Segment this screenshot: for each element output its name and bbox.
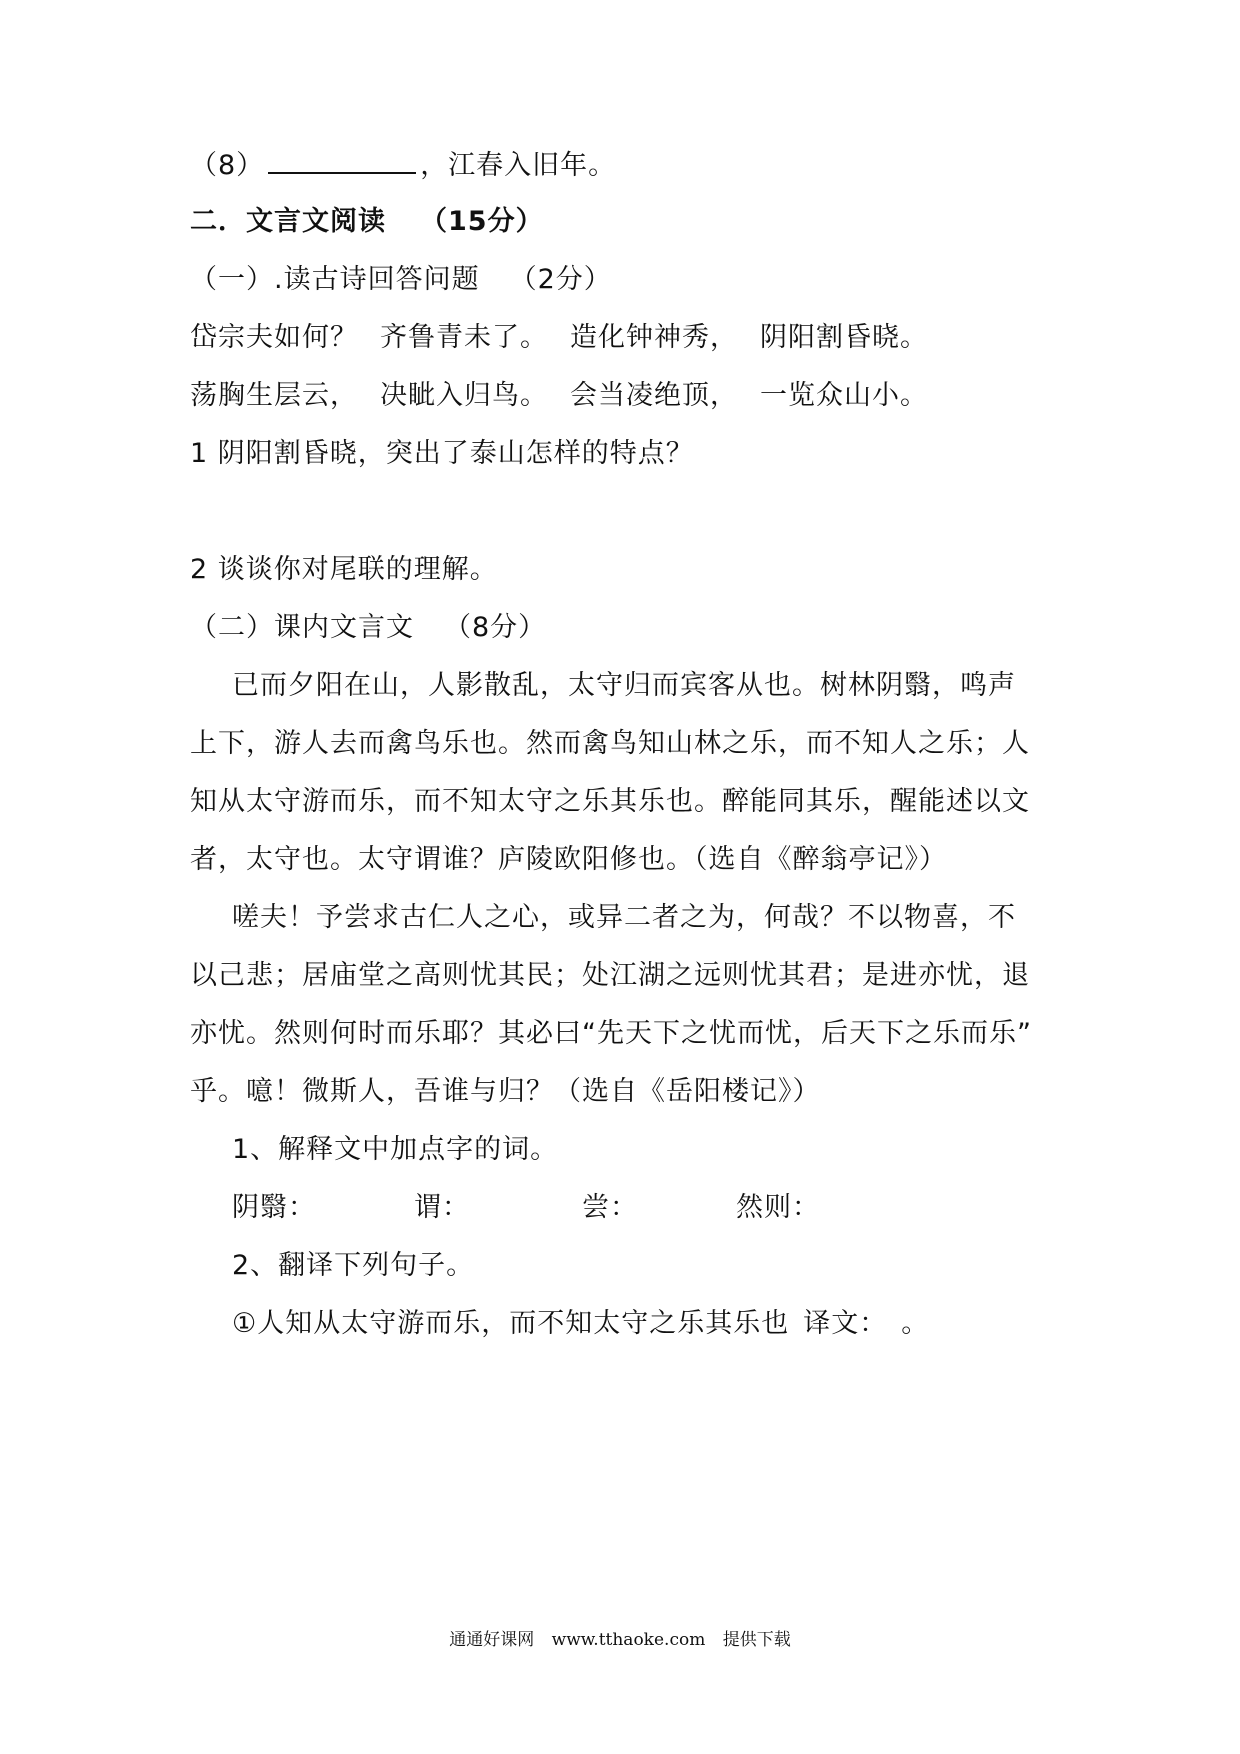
poem-line-1 [190, 318, 928, 358]
part-score: （8分） [444, 612, 547, 643]
part-1-heading [190, 260, 612, 300]
passage-2-line: 亦忧。然则何时而乐耶？其必曰“先天下之忧而忧，后天下之乐而乐” [190, 1018, 1032, 1049]
term-list [232, 1188, 820, 1228]
poem-phrase: 齐鲁青未了。 [380, 322, 548, 353]
part-score: （2分） [509, 264, 612, 295]
page-footer [0, 1628, 1240, 1652]
passage-question-2: 2、翻译下列句子。 [232, 1250, 475, 1281]
poem-phrase: 一览众山小。 [760, 380, 928, 411]
passage-2-line: 嗟夫！予尝求古仁人之心，或异二者之为，何哉？不以物喜，不 [232, 902, 1016, 933]
poem-question-2: 2 谈谈你对尾联的理解。 [190, 554, 498, 585]
poem-phrase: 造化钟神秀， [570, 322, 738, 353]
term: 阴翳： [232, 1192, 316, 1223]
poem-phrase: 阴阳割昏晓。 [760, 322, 928, 353]
passage-1-line: 上下，游人去而禽鸟乐也。然而禽鸟知山林之乐，而不知人之乐；人 [190, 728, 1030, 759]
poem-phrase: 荡胸生层云， [190, 380, 358, 411]
part-title: （二）课内文言文 [190, 612, 414, 643]
answer-blank[interactable] [268, 144, 416, 174]
section-2-heading [190, 202, 544, 242]
passage-2-line: 乎。噫！微斯人，吾谁与归？（选自《岳阳楼记》） [190, 1076, 821, 1107]
footer-url[interactable]: www.tthaoke.com [551, 1630, 706, 1650]
translation-label: 译文： [803, 1308, 888, 1339]
translation-end: 。 [901, 1308, 930, 1339]
passage-1-line: 者，太守也。太守谓谁？庐陵欧阳修也。（选自《醉翁亭记》） [190, 844, 947, 875]
passage-2-line: 以己悲；居庙堂之高则忧其民；处江湖之远则忧其君；是进亦忧，退 [190, 960, 1030, 991]
poem-line-2 [190, 376, 928, 416]
part-2-heading [190, 608, 546, 648]
question-8 [190, 144, 616, 186]
question-text: ，江春入旧年。 [420, 150, 617, 181]
footer-suffix: 提供下载 [722, 1630, 791, 1650]
passage-1-line: 知从太守游而乐，而不知太守之乐其乐也。醉能同其乐，醒能述以文 [190, 786, 1030, 817]
term: 然则： [736, 1192, 820, 1223]
poem-question-1: 1 阴阳割昏晓，突出了泰山怎样的特点？ [190, 438, 694, 469]
footer-site: 通通好课网 [449, 1630, 535, 1650]
term: 尝： [582, 1192, 638, 1223]
section-title: 二．文言文阅读 [190, 206, 386, 237]
section-score: （15分） [420, 206, 544, 237]
translation-sentence-1 [232, 1304, 929, 1344]
poem-phrase: 决眦入归鸟。 [380, 380, 548, 411]
sentence-text: ①人知从太守游而乐，而不知太守之乐其乐也 [232, 1308, 790, 1339]
term: 谓： [414, 1192, 470, 1223]
poem-phrase: 岱宗夫如何？ [190, 322, 358, 353]
passage-1-line: 已而夕阳在山，人影散乱，太守归而宾客从也。树林阴翳，鸣声 [232, 670, 1016, 701]
part-title: （一）.读古诗回答问题 [190, 264, 480, 295]
question-number: （8） [190, 150, 265, 181]
poem-phrase: 会当凌绝顶， [570, 380, 738, 411]
passage-question-1: 1、解释文中加点字的词。 [232, 1134, 559, 1165]
